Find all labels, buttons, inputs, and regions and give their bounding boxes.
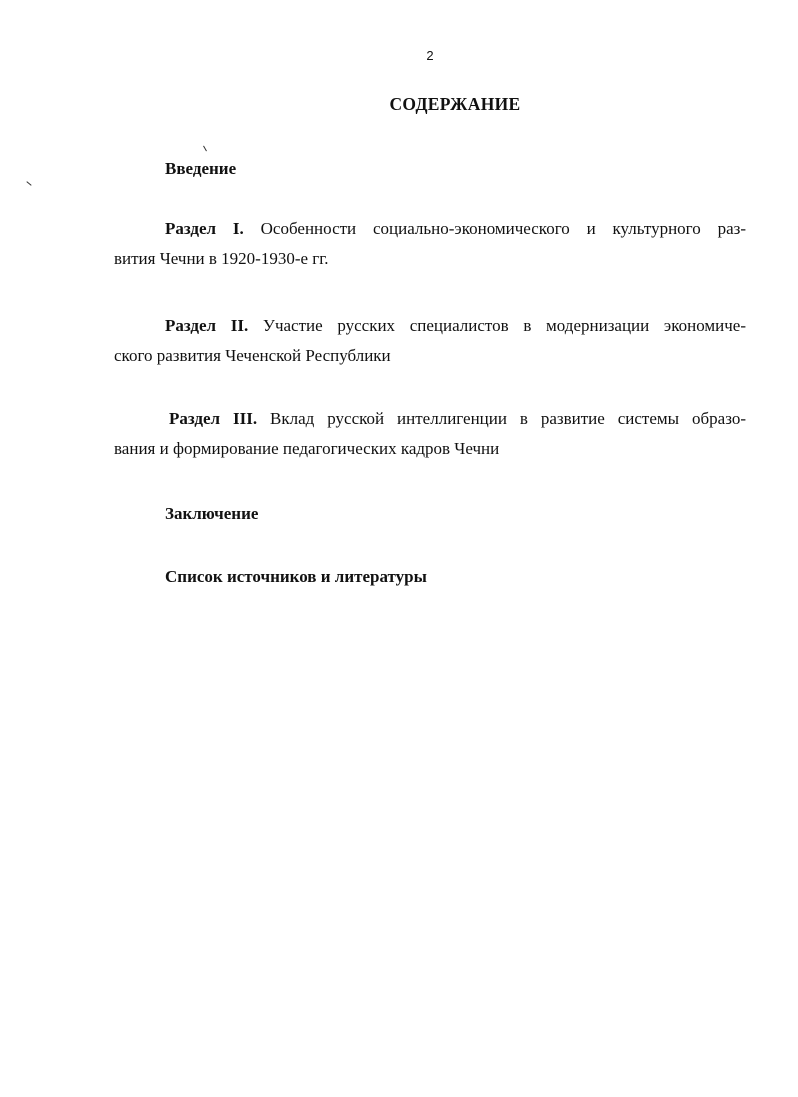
section-text-continuation: ского развития Чеченской Республики (114, 346, 391, 365)
toc-line (114, 214, 746, 244)
section-label: Раздел III. (169, 409, 258, 428)
toc-item-section-2 (114, 311, 746, 371)
page-number: 2 (426, 48, 434, 63)
section-text: Участие русских специалистов в модернизации экономиче- (248, 316, 746, 335)
toc-item-intro: Введение (165, 159, 237, 178)
section-text: Особенности социально-экономического и культурного раз- (243, 219, 746, 238)
toc-item-section-3 (114, 404, 746, 464)
section-text-continuation: вания и формирование педагогических кадров Чечни (114, 439, 500, 458)
section-label: Раздел II. (165, 316, 249, 335)
page-title: СОДЕРЖАНИЕ (389, 94, 521, 114)
toc-item-conclusion: Заключение (165, 504, 259, 523)
toc-line (114, 311, 746, 341)
section-text-continuation: вития Чечни в 1920-1930-е гг. (114, 249, 329, 268)
toc-line (114, 404, 746, 434)
toc-item-bibliography: Список источников и литературы (165, 567, 427, 586)
section-label: Раздел I. (165, 219, 244, 238)
toc-item-section-1 (114, 214, 746, 274)
section-text: Вклад русской интеллигенции в развитие системы образо- (257, 409, 746, 428)
scan-mark (203, 146, 207, 152)
scan-mark (26, 181, 31, 186)
